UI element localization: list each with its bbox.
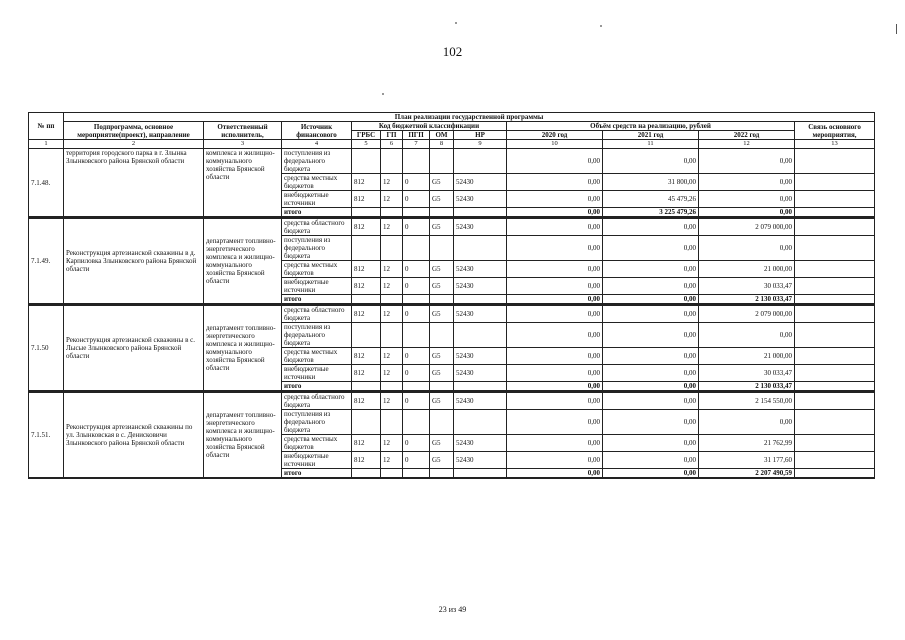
col-header-nr: НР bbox=[454, 131, 507, 140]
table-row bbox=[29, 218, 875, 236]
funding-source: поступления из федерального бюджета bbox=[282, 410, 352, 435]
total-y2022: 2 130 033,47 bbox=[699, 382, 795, 392]
gp-code: 12 bbox=[381, 348, 403, 365]
om-code bbox=[430, 236, 454, 261]
funding-source: внебюджетные источники bbox=[282, 191, 352, 208]
column-number: 2 bbox=[64, 140, 204, 149]
funding-source: поступления из федерального бюджета bbox=[282, 323, 352, 348]
link-cell bbox=[795, 191, 875, 208]
link-cell bbox=[795, 435, 875, 452]
column-number: 4 bbox=[282, 140, 352, 149]
col-header-gp: ГП bbox=[381, 131, 403, 140]
total-y2021: 0,00 bbox=[603, 382, 699, 392]
link-cell bbox=[795, 305, 875, 323]
measure-name: Реконструкция артезианской скважины в д. Карпиловка Злынковского района Брянской области bbox=[64, 218, 204, 305]
measure-name: Реконструкция артезианской скважины в с. Лысые Злынковского района Брянской области bbox=[64, 305, 204, 392]
nr-code: 52430 bbox=[454, 348, 507, 365]
nr-code: 52430 bbox=[454, 305, 507, 323]
link-cell bbox=[795, 208, 875, 218]
row-number: 7.1.48. bbox=[29, 149, 64, 218]
amount-2022: 2 079 000,00 bbox=[699, 305, 795, 323]
empty-code-cell bbox=[352, 295, 381, 305]
amount-2021: 0,00 bbox=[603, 392, 699, 410]
empty-code-cell bbox=[430, 469, 454, 479]
amount-2020: 0,00 bbox=[507, 261, 603, 278]
funding-source: средства местных бюджетов bbox=[282, 348, 352, 365]
table-row bbox=[29, 392, 875, 410]
total-y2021: 0,00 bbox=[603, 295, 699, 305]
row-number: 7.1.50 bbox=[29, 305, 64, 392]
funding-source: внебюджетные источники bbox=[282, 365, 352, 382]
link-cell bbox=[795, 149, 875, 174]
funding-source: средства местных бюджетов bbox=[282, 261, 352, 278]
pgp-code: 0 bbox=[403, 218, 430, 236]
nr-code: 52430 bbox=[454, 452, 507, 469]
link-cell bbox=[795, 278, 875, 295]
amount-2020: 0,00 bbox=[507, 365, 603, 382]
column-number: 7 bbox=[403, 140, 430, 149]
col-header-num: № пп bbox=[29, 113, 64, 140]
total-label: итого bbox=[282, 208, 352, 218]
amount-2022: 31 177,60 bbox=[699, 452, 795, 469]
om-code: G5 bbox=[430, 191, 454, 208]
pgp-code: 0 bbox=[403, 348, 430, 365]
grbs-code: 812 bbox=[352, 261, 381, 278]
amount-2021: 0,00 bbox=[603, 348, 699, 365]
grbs-code: 812 bbox=[352, 435, 381, 452]
amount-2020: 0,00 bbox=[507, 392, 603, 410]
om-code bbox=[430, 410, 454, 435]
gp-code: 12 bbox=[381, 365, 403, 382]
link-cell bbox=[795, 348, 875, 365]
pgp-code: 0 bbox=[403, 435, 430, 452]
amount-2021: 0,00 bbox=[603, 278, 699, 295]
total-y2020: 0,00 bbox=[507, 469, 603, 479]
nr-code: 52430 bbox=[454, 174, 507, 191]
pgp-code: 0 bbox=[403, 305, 430, 323]
amount-2022: 30 033,47 bbox=[699, 278, 795, 295]
amount-2022: 0,00 bbox=[699, 149, 795, 174]
nr-code: 52430 bbox=[454, 435, 507, 452]
total-y2021: 0,00 bbox=[603, 469, 699, 479]
om-code: G5 bbox=[430, 365, 454, 382]
gp-code bbox=[381, 323, 403, 348]
om-code: G5 bbox=[430, 261, 454, 278]
scan-speck bbox=[455, 22, 457, 24]
om-code: G5 bbox=[430, 174, 454, 191]
pgp-code: 0 bbox=[403, 261, 430, 278]
grbs-code bbox=[352, 149, 381, 174]
column-number-row bbox=[29, 140, 875, 149]
page-number: 102 bbox=[442, 44, 463, 59]
funding-source: поступления из федерального бюджета bbox=[282, 236, 352, 261]
link-cell bbox=[795, 392, 875, 410]
amount-2021: 0,00 bbox=[603, 452, 699, 469]
gp-code: 12 bbox=[381, 261, 403, 278]
empty-code-cell bbox=[454, 469, 507, 479]
grbs-code: 812 bbox=[352, 365, 381, 382]
empty-code-cell bbox=[454, 382, 507, 392]
amount-2020: 0,00 bbox=[507, 278, 603, 295]
table-row bbox=[29, 149, 875, 174]
gp-code: 12 bbox=[381, 392, 403, 410]
nr-code: 52430 bbox=[454, 218, 507, 236]
empty-code-cell bbox=[403, 382, 430, 392]
amount-2020: 0,00 bbox=[507, 149, 603, 174]
amount-2022: 21 000,00 bbox=[699, 348, 795, 365]
amount-2022: 0,00 bbox=[699, 191, 795, 208]
grbs-code: 812 bbox=[352, 191, 381, 208]
measure-name: территория городского парка в г. Злынка Злынковского района Брянской области bbox=[64, 149, 204, 218]
grbs-code: 812 bbox=[352, 278, 381, 295]
col-header-link: Связь основного мероприятия, bbox=[795, 122, 875, 140]
amount-2022: 0,00 bbox=[699, 174, 795, 191]
gp-code bbox=[381, 410, 403, 435]
nr-code bbox=[454, 323, 507, 348]
empty-code-cell bbox=[454, 208, 507, 218]
amount-2020: 0,00 bbox=[507, 174, 603, 191]
col-header-om: ОМ bbox=[430, 131, 454, 140]
empty-code-cell bbox=[381, 469, 403, 479]
column-number: 13 bbox=[795, 140, 875, 149]
nr-code: 52430 bbox=[454, 191, 507, 208]
column-number: 1 bbox=[29, 140, 64, 149]
total-label: итого bbox=[282, 295, 352, 305]
total-label: итого bbox=[282, 469, 352, 479]
column-number: 6 bbox=[381, 140, 403, 149]
table-title: План реализации государственной программы bbox=[64, 113, 875, 122]
pgp-code bbox=[403, 410, 430, 435]
grbs-code bbox=[352, 323, 381, 348]
pgp-code: 0 bbox=[403, 365, 430, 382]
gp-code: 12 bbox=[381, 191, 403, 208]
gp-code bbox=[381, 236, 403, 261]
amount-2021: 0,00 bbox=[603, 410, 699, 435]
grbs-code: 812 bbox=[352, 348, 381, 365]
grbs-code: 812 bbox=[352, 218, 381, 236]
page-footer: 23 из 49 bbox=[438, 605, 467, 614]
column-number: 3 bbox=[204, 140, 282, 149]
grbs-code: 812 bbox=[352, 174, 381, 191]
nr-code: 52430 bbox=[454, 392, 507, 410]
amount-2020: 0,00 bbox=[507, 410, 603, 435]
amount-2021: 31 800,00 bbox=[603, 174, 699, 191]
total-y2020: 0,00 bbox=[507, 208, 603, 218]
link-cell bbox=[795, 382, 875, 392]
gp-code: 12 bbox=[381, 435, 403, 452]
col-header-2021: 2021 год bbox=[603, 131, 699, 140]
link-cell bbox=[795, 218, 875, 236]
pgp-code: 0 bbox=[403, 278, 430, 295]
nr-code bbox=[454, 149, 507, 174]
pgp-code: 0 bbox=[403, 174, 430, 191]
empty-code-cell bbox=[381, 382, 403, 392]
responsible-executor: департамент топливно-энергетического комплекса и жилищно-коммунального хозяйства Брянской области bbox=[204, 305, 282, 392]
total-label: итого bbox=[282, 382, 352, 392]
column-number: 10 bbox=[507, 140, 603, 149]
grbs-code bbox=[352, 236, 381, 261]
scan-speck bbox=[382, 93, 384, 95]
amount-2021: 0,00 bbox=[603, 435, 699, 452]
grbs-code: 812 bbox=[352, 392, 381, 410]
grbs-code: 812 bbox=[352, 452, 381, 469]
empty-code-cell bbox=[403, 469, 430, 479]
table-row bbox=[29, 305, 875, 323]
amount-2022: 30 033,47 bbox=[699, 365, 795, 382]
pgp-code bbox=[403, 236, 430, 261]
amount-2020: 0,00 bbox=[507, 452, 603, 469]
funding-source: средства местных бюджетов bbox=[282, 435, 352, 452]
total-y2020: 0,00 bbox=[507, 382, 603, 392]
amount-2021: 0,00 bbox=[603, 236, 699, 261]
empty-code-cell bbox=[454, 295, 507, 305]
pgp-code: 0 bbox=[403, 191, 430, 208]
om-code: G5 bbox=[430, 435, 454, 452]
empty-code-cell bbox=[352, 382, 381, 392]
gp-code: 12 bbox=[381, 174, 403, 191]
link-cell bbox=[795, 452, 875, 469]
funding-source: средства областного бюджета bbox=[282, 218, 352, 236]
column-number: 9 bbox=[454, 140, 507, 149]
amount-2021: 0,00 bbox=[603, 323, 699, 348]
nr-code: 52430 bbox=[454, 365, 507, 382]
column-number: 8 bbox=[430, 140, 454, 149]
responsible-executor: департамент топливно-энергетического комплекса и жилищно-коммунального хозяйства Брянской области bbox=[204, 218, 282, 305]
pgp-code bbox=[403, 149, 430, 174]
empty-code-cell bbox=[403, 295, 430, 305]
amount-2022: 0,00 bbox=[699, 323, 795, 348]
link-cell bbox=[795, 469, 875, 479]
om-code: G5 bbox=[430, 278, 454, 295]
om-code: G5 bbox=[430, 452, 454, 469]
table-body bbox=[29, 149, 875, 479]
nr-code: 52430 bbox=[454, 278, 507, 295]
om-code: G5 bbox=[430, 392, 454, 410]
link-cell bbox=[795, 174, 875, 191]
column-number: 12 bbox=[699, 140, 795, 149]
link-cell bbox=[795, 295, 875, 305]
amount-2022: 2 154 550,00 bbox=[699, 392, 795, 410]
amount-2020: 0,00 bbox=[507, 236, 603, 261]
col-header-subprogram: Подпрограмма, основное мероприятие(проект), направление bbox=[64, 122, 204, 140]
amount-2022: 2 079 000,00 bbox=[699, 218, 795, 236]
col-header-executor: Ответственный исполнитель, bbox=[204, 122, 282, 140]
gp-code: 12 bbox=[381, 218, 403, 236]
empty-code-cell bbox=[403, 208, 430, 218]
total-y2020: 0,00 bbox=[507, 295, 603, 305]
amount-2020: 0,00 bbox=[507, 348, 603, 365]
column-number: 5 bbox=[352, 140, 381, 149]
om-code bbox=[430, 149, 454, 174]
amount-2020: 0,00 bbox=[507, 305, 603, 323]
amount-2022: 0,00 bbox=[699, 236, 795, 261]
om-code: G5 bbox=[430, 305, 454, 323]
link-cell bbox=[795, 236, 875, 261]
empty-code-cell bbox=[430, 382, 454, 392]
amount-2020: 0,00 bbox=[507, 191, 603, 208]
amount-2021: 45 479,26 bbox=[603, 191, 699, 208]
pgp-code: 0 bbox=[403, 392, 430, 410]
col-header-2020: 2020 год bbox=[507, 131, 603, 140]
column-number: 11 bbox=[603, 140, 699, 149]
col-header-grbs: ГРБС bbox=[352, 131, 381, 140]
col-header-source: Источник финансового bbox=[282, 122, 352, 140]
gp-code: 12 bbox=[381, 452, 403, 469]
amount-2021: 0,00 bbox=[603, 218, 699, 236]
amount-2021: 0,00 bbox=[603, 149, 699, 174]
pgp-code bbox=[403, 323, 430, 348]
funding-source: средства областного бюджета bbox=[282, 392, 352, 410]
row-number: 7.1.51. bbox=[29, 392, 64, 479]
row-number: 7.1.49. bbox=[29, 218, 64, 305]
empty-code-cell bbox=[352, 208, 381, 218]
nr-code: 52430 bbox=[454, 261, 507, 278]
empty-code-cell bbox=[430, 208, 454, 218]
funding-source: поступления из федерального бюджета bbox=[282, 149, 352, 174]
funding-source: средства местных бюджетов bbox=[282, 174, 352, 191]
measure-name: Реконструкция артезианской скважины по ул. Злынковская в с. Денисковичи Злынковского района Брянской области bbox=[64, 392, 204, 479]
program-plan-table bbox=[28, 112, 875, 479]
col-header-pgp: ПГП bbox=[403, 131, 430, 140]
funding-source: внебюджетные источники bbox=[282, 452, 352, 469]
link-cell bbox=[795, 323, 875, 348]
om-code bbox=[430, 323, 454, 348]
col-header-2022: 2022 год bbox=[699, 131, 795, 140]
funding-source: внебюджетные источники bbox=[282, 278, 352, 295]
om-code: G5 bbox=[430, 348, 454, 365]
total-y2021: 3 225 479,26 bbox=[603, 208, 699, 218]
amount-2020: 0,00 bbox=[507, 323, 603, 348]
amount-2022: 21 762,99 bbox=[699, 435, 795, 452]
amount-2022: 0,00 bbox=[699, 410, 795, 435]
empty-code-cell bbox=[381, 295, 403, 305]
empty-code-cell bbox=[381, 208, 403, 218]
total-y2022: 2 207 490,59 bbox=[699, 469, 795, 479]
grbs-code: 812 bbox=[352, 305, 381, 323]
responsible-executor: комплекса и жилищно-коммунального хозяйства Брянской области bbox=[204, 149, 282, 218]
amount-2021: 0,00 bbox=[603, 365, 699, 382]
om-code: G5 bbox=[430, 218, 454, 236]
amount-2021: 0,00 bbox=[603, 305, 699, 323]
total-y2022: 0,00 bbox=[699, 208, 795, 218]
amount-2020: 0,00 bbox=[507, 435, 603, 452]
scan-speck bbox=[600, 25, 602, 27]
nr-code bbox=[454, 236, 507, 261]
link-cell bbox=[795, 365, 875, 382]
link-cell bbox=[795, 410, 875, 435]
col-header-budget-code: Код бюджетной классификации bbox=[352, 122, 507, 131]
total-y2022: 2 130 033,47 bbox=[699, 295, 795, 305]
col-header-volume: Объём средств на реализацию, рублей bbox=[507, 122, 795, 131]
grbs-code bbox=[352, 410, 381, 435]
link-cell bbox=[795, 261, 875, 278]
pgp-code: 0 bbox=[403, 452, 430, 469]
gp-code bbox=[381, 149, 403, 174]
responsible-executor: департамент топливно-энергетического комплекса и жилищно-коммунального хозяйства Брянской области bbox=[204, 392, 282, 479]
empty-code-cell bbox=[352, 469, 381, 479]
gp-code: 12 bbox=[381, 305, 403, 323]
amount-2022: 21 000,00 bbox=[699, 261, 795, 278]
amount-2020: 0,00 bbox=[507, 218, 603, 236]
gp-code: 12 bbox=[381, 278, 403, 295]
empty-code-cell bbox=[430, 295, 454, 305]
amount-2021: 0,00 bbox=[603, 261, 699, 278]
scan-edge-mark bbox=[896, 24, 897, 34]
funding-source: средства областного бюджета bbox=[282, 305, 352, 323]
nr-code bbox=[454, 410, 507, 435]
